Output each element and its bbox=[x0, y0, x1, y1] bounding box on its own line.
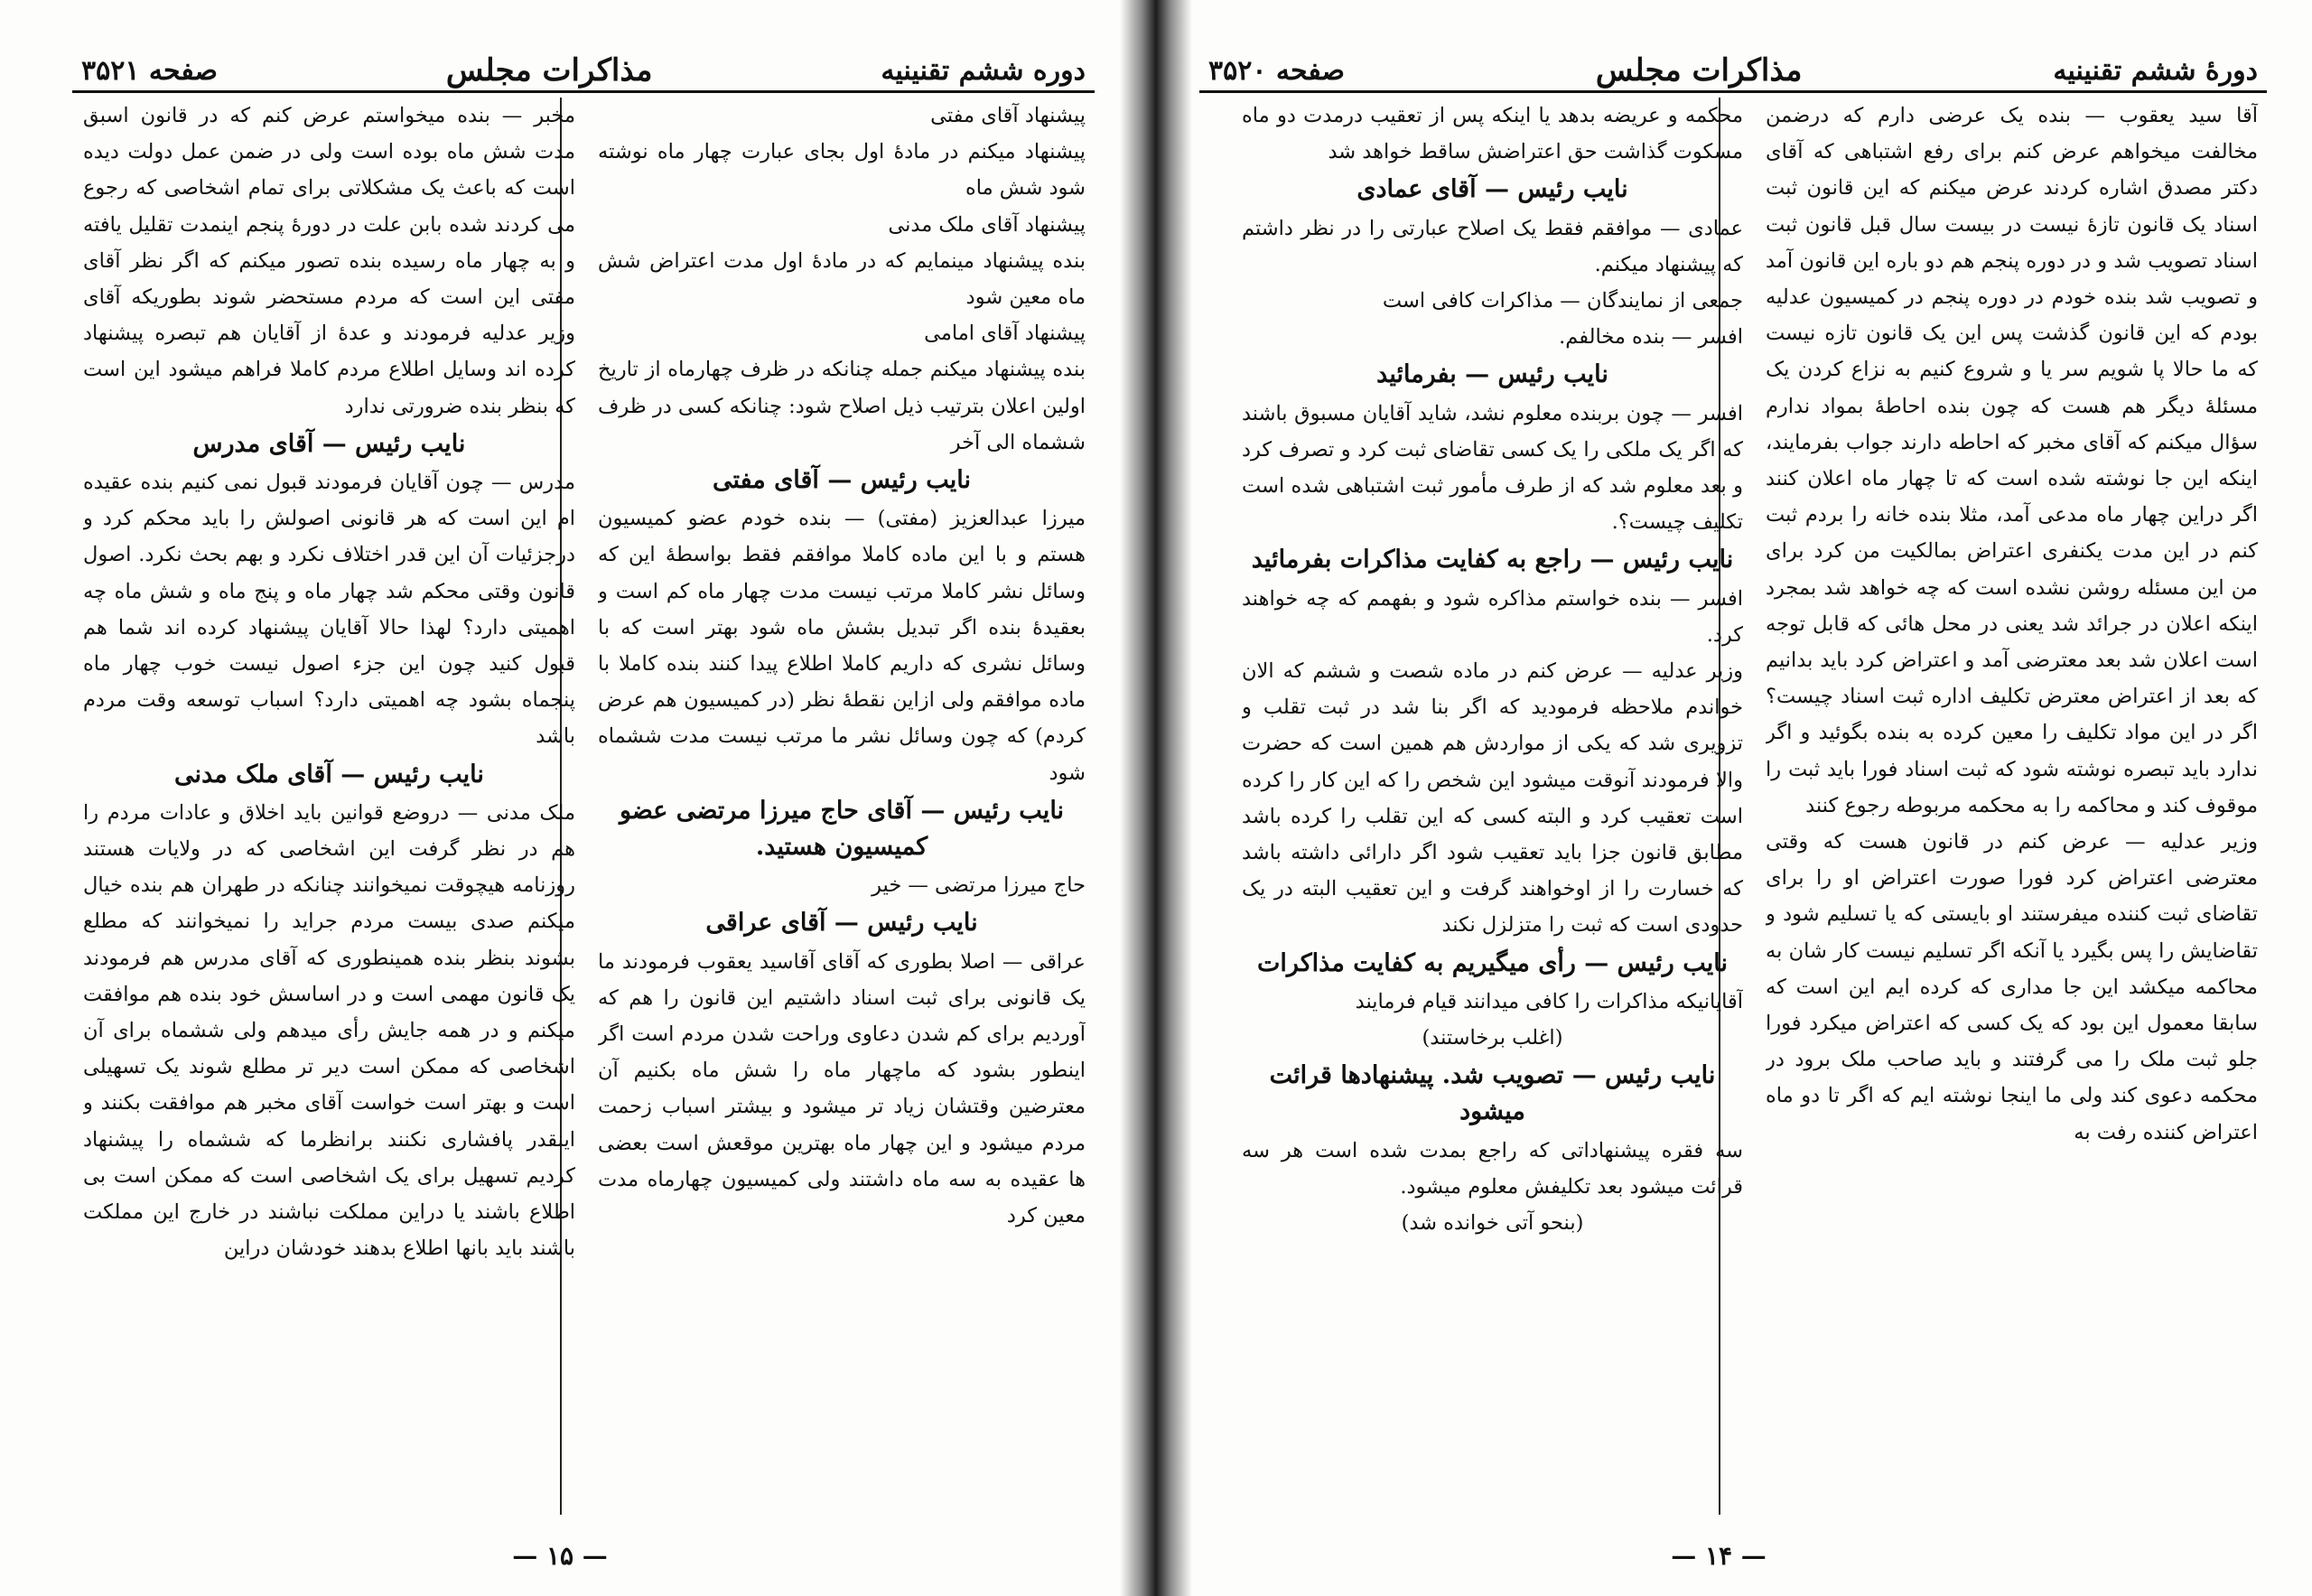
paragraph: بنده پیشنهاد میکنم جمله چنانکه در ظرف چهارماه از تاریخ اولین اعلان بترتیب ذیل اصلاح شود: چنانکه کسی در ظرف ششماه الی آخر bbox=[598, 358, 1086, 454]
right-page bbox=[1172, 0, 2312, 1596]
paragraph: پیشنهاد آقای امامی bbox=[924, 322, 1086, 346]
page-number: — ۱۵ — bbox=[512, 1541, 608, 1571]
text-column-left bbox=[1242, 98, 1743, 1524]
speaker-heading: نایب رئیس — آقای عمادی bbox=[1356, 175, 1628, 204]
book-gutter bbox=[1120, 0, 1192, 1596]
speaker-heading: نایب رئیس — تصویب شد. پیشنهادها قرائت میشود bbox=[1269, 1061, 1716, 1126]
page-header bbox=[81, 45, 1086, 96]
header-rule bbox=[72, 90, 1095, 93]
header-title: مذاکرات مجلس bbox=[1595, 52, 1803, 89]
session-label: دورهٔ ششم تقنینیه bbox=[2053, 54, 2258, 87]
page-header bbox=[1208, 45, 2258, 96]
text-column-right bbox=[1766, 98, 2258, 1524]
paragraph: وزیر عدلیه — عرض کنم در ماده شصت و ششم که الان خواندم ملاحظه فرمودید که اگر بنا شد در ثبت تقلب و تزویری شد که یکی از مواردش هم همین است که حضرت والا فرمودند آنوقت میشود این شخص را که این کار را کرده است تعقیب کرد و البته کسی که این تقلب را کرده باشد مطابق قانون جزا باید تعقیب شود اگر دارائی داشته باشد که خسارت را از اوخواهند گرفت و این تعقیب البته در یک حدودی است که ثبت را متزلزل نکند bbox=[1242, 659, 1743, 938]
page-label: صفحه ۳۵۲۱ bbox=[81, 54, 218, 87]
session-label: دوره ششم تقنینیه bbox=[881, 54, 1086, 87]
speaker-heading: نایب رئیس — بفرمائید bbox=[1376, 360, 1608, 389]
paragraph: بنده پیشنهاد مینمایم که در مادهٔ اول مدت اعتراض شش ماه معین شود bbox=[598, 248, 1086, 310]
paragraph: محکمه و عریضه بدهد یا اینکه پس از تعقیب درمدت دو ماه مسکوت گذاشت حق اعتراضش ساقط خواهد شد bbox=[1242, 104, 1743, 164]
procedural-note: (اغلب برخاستند) bbox=[1422, 1026, 1563, 1050]
paragraph: افسر — چون بربنده معلوم نشد، شاید آقایان مسبوق باشند که اگر یک ملکی را یک کسی تقاضای ثبت کرد و تصرف کرد و بعد معلوم شد که از طرف مأمور ثبت اشتباهی شده است تکلیف چیست؟. bbox=[1242, 401, 1743, 535]
page-label: صفحه ۳۵۲۰ bbox=[1208, 54, 1345, 87]
paragraph: پیشنهاد آقای ملک مدنی bbox=[888, 212, 1086, 237]
header-rule bbox=[1199, 90, 2267, 93]
text-column-right bbox=[598, 98, 1086, 1524]
paragraph: عمادی — موافقم فقط یک اصلاح عبارتی را در نظر داشتم که پیشنهاد میکنم. bbox=[1242, 216, 1743, 276]
paragraph: وزیر عدلیه — عرض کنم در قانون هست که وقتی معترضی اعتراض کرد فورا صورت اعتراض او را برای تقاضای ثبت کننده میفرستند او بایستی که یا تسلیم شود و تقاضایش را پس بگیرد یا آنکه اگر تسلیم نیست کار شان به محاکمه میکشد این جا مداری که کرده ایم این است که سابقا معمول این بود که یک کسی که اعتراض میکرد فورا جلو ثبت ملک را می گرفتند و باید صاحب ملک برود در محکمه دعوی کند ولی ما اینجا نوشته ایم که اگر تا دو ماه اعتراض کننده رفت به bbox=[1766, 830, 2258, 1144]
speaker-heading: نایب رئیس — راجع به کفایت مذاکرات بفرمائید bbox=[1251, 546, 1734, 574]
paragraph: پیشنهاد آقای مفتی bbox=[930, 104, 1086, 127]
paragraph: مخبر — بنده میخواستم عرض کنم که در قانون اسبق مدت شش ماه بوده است ولی در ضمن عمل دولت دیده است که باعث یک مشکلاتی برای تمام اشخاصی که رجوع می کردند شده بابن علت در دورهٔ پنجم اینمدت تقلیل یافته و به چهار ماه رسیده بنده تصور میکنم که اگر نظر آقای مفتی این است که مردم مستحضر شوند بطوریکه آقای وزیر عدلیه فرمودند و عدهٔ از آقایان هم تبصره پیشنهاد کرده اند وسایل اطلاع مردم کاملا فراهم میشود این است که بنظر بنده ضرورتی ندارد bbox=[83, 104, 575, 418]
paragraph: میرزا عبدالعزیز (مفتی) — بنده خودم عضو کمیسیون هستم و با این ماده کاملا موافقم فقط بواسطهٔ این که وسائل نشر کاملا مرتب نیست مدت چهار ماه کم است و بعقیدهٔ بنده اگر تبدیل بشش ماه شود بهتر است که با وسائل نشری که داریم کاملا اطلاع پیدا کنند بنده کاملا با ماده موافقم ولی ازاین نقطهٔ نظر (در کمیسیون هم عرض کردم) که چون وسائل نشر ما مرتب نیست مدت ششماه شود bbox=[598, 507, 1086, 785]
paragraph: ملک مدنی — دروضع قوانین باید اخلاق و عادات مردم را هم در نظر گرفت این اشخاصی که در ولایات هستند روزنامه هیچوقت نمیخوانند چنانکه در طهران هم بنده خیال میکنم صدی بیست مردم جراید را نمیخوانند که مطلع بشوند بنظر بنده همینطوری که آقای مدرس هم فرمودند یک قانون مهمی است و در اساسش خود بنده هم موافقت میکنم و در همه جایش رأی میدهم ولی ششماه برای آن اشخاصی که ممکن است دیر تر مطلع شوند یک تسهیلی است و بهتر است خواست آقای مخبر هم موافقت بکنند و اینقدر پافشاری نکنند برانظرما که ششماه را پیشنهاد کردیم تسهیل برای یک اشخاصی است که ممکن است بی اطلاع باشند یا دراین مملکت نباشند در خارج این مملکت باشند باید بانها اطلاع بدهند خودشان دراین bbox=[83, 800, 575, 1261]
speaker-heading: نایب رئیس — آقای حاج میرزا مرتضی عضو کمیسیون هستید. bbox=[619, 796, 1065, 862]
paragraph: حاج میرزا مرتضی — خیر bbox=[872, 873, 1086, 898]
speaker-heading: نایب رئیس — رأی میگیریم به کفایت مذاکرات bbox=[1257, 948, 1728, 977]
paragraph: افسر — بنده مخالفم. bbox=[1559, 325, 1743, 350]
paragraph: آقا سید یعقوب — بنده یک عرضی دارم که درضمن مخالفت میخواهم عرض کنم برای رفع اشتباهی که آقای دکتر مصدق اشاره کردند عرض میکنم که این قانون ثبت اسناد یک قانون تازهٔ نیست در بیست سال قبل قانون ثبت اسناد تصویب شد و در دوره پنجم هم دو باره این قانون آمد و تصویب شد بنده خودم در دوره پنجم در کمیسیون عدلیه بودم که این قانون گذشت پس این یک قانون تازه نیست که ما حالا پا شویم سر یا و شروع کنیم به نزاع کردن یک مسئلهٔ دیگر هم هست که چون بنده احاطهٔ بمواد ندارم سؤال میکنم که آقای مخبر که احاطه دارند جواب بفرمایند، اینکه این جا نوشته شده است که تا چهار ماه اعلان کنند اگر دراین چهار ماه مدعی آمد، مثلا بنده خانه را بردم ثبت کنم در این مدت یکنفری اعتراض بمالکیت من کرد برای من این مسئله روشن نشده است که چه خواهد شد بمجرد اینکه اعلان در جرائد شد یعنی در محل هائی که قابل توجه است اعلان شد بعد معترضی آمد و اعتراض کرد باید بدانیم که بعد از اعتراض معترض تکلیف اداره ثبت اسناد چیست؟ اگر در این مواد تکلیف را معین کرده به بنده بگوئید و اگر ندارد باید تبصره نوشته شود که ثبت اسناد فورا باید ثبت را موقوف کند و محاکمه را به محکمه مربوطه رجوع کنند bbox=[1766, 104, 2258, 817]
speaker-heading: نایب رئیس — آقای مدرس bbox=[192, 429, 466, 458]
paragraph: پیشنهاد میکنم در مادهٔ اول بجای عبارت چهار ماه نوشته شود شش ماه bbox=[598, 140, 1086, 201]
speaker-heading: نایب رئیس — آقای ملک مدنی bbox=[174, 760, 484, 789]
paragraph: آقایانیکه مذاکرات را کافی میدانند قیام فرمایند bbox=[1355, 989, 1743, 1013]
page-number: — ۱۴ — bbox=[1671, 1541, 1767, 1571]
procedural-note: (بنحو آتی خوانده شد) bbox=[1401, 1211, 1584, 1236]
header-title: مذاکرات مجلس bbox=[445, 52, 653, 89]
text-column-left bbox=[83, 98, 575, 1524]
speaker-heading: نایب رئیس — آقای عراقی bbox=[705, 909, 978, 938]
speaker-heading: نایب رئیس — آقای مفتی bbox=[712, 466, 972, 495]
paragraph: عراقی — اصلا بطوری که آقای آقاسید یعقوب فرمودند ما یک قانونی برای ثبت اسناد داشتیم این قانون را هم که آوردیم برای کم شدن دعاوی وراحت شدن مردم است اگر اینطور بشود که ماچهار ماه را شش ماه بکنیم آن معترضین وقتشان زیاد تر میشود و بیشتر اسباب زحمت مردم میشود و این چهار ماه بهترین موقعش است بعضی ها عقیده به سه ماه داشتند ولی کمیسیون چهارماه مدت معین کرد bbox=[598, 949, 1086, 1228]
left-page bbox=[0, 0, 1140, 1596]
paragraph: جمعی از نمایندگان — مذاکرات کافی است bbox=[1382, 289, 1743, 313]
paragraph: سه فقره پیشنهاداتی که راجع بمدت شده است هر سه قرائت میشود بعد تکلیفش معلوم میشود. bbox=[1242, 1138, 1743, 1199]
paragraph: مدرس — چون آقایان فرمودند قبول نمی کنیم بنده عقیده ام این است که هر قانونی اصولش را باید محکم کرد و درجزئیات آن این قدر اختلاف نکرد و بهم بحث نکرد. اصول قانون وقتی محکم شد چهار ماه و پنج ماه و شش ماه چه اهمیتی دارد؟ لهذا حالا آقایان پیشنهاد کرده اند شما هم قبول کنید چون این جزء اصول نیست خوب چهار ماه پنجماه بشود چه اهمیتی دارد؟ اسباب توسعه وقت مردم باشد bbox=[83, 471, 575, 749]
paragraph: افسر — بنده خواستم مذاکره شود و بفهمم که چه خواهند کرد. bbox=[1242, 586, 1743, 647]
